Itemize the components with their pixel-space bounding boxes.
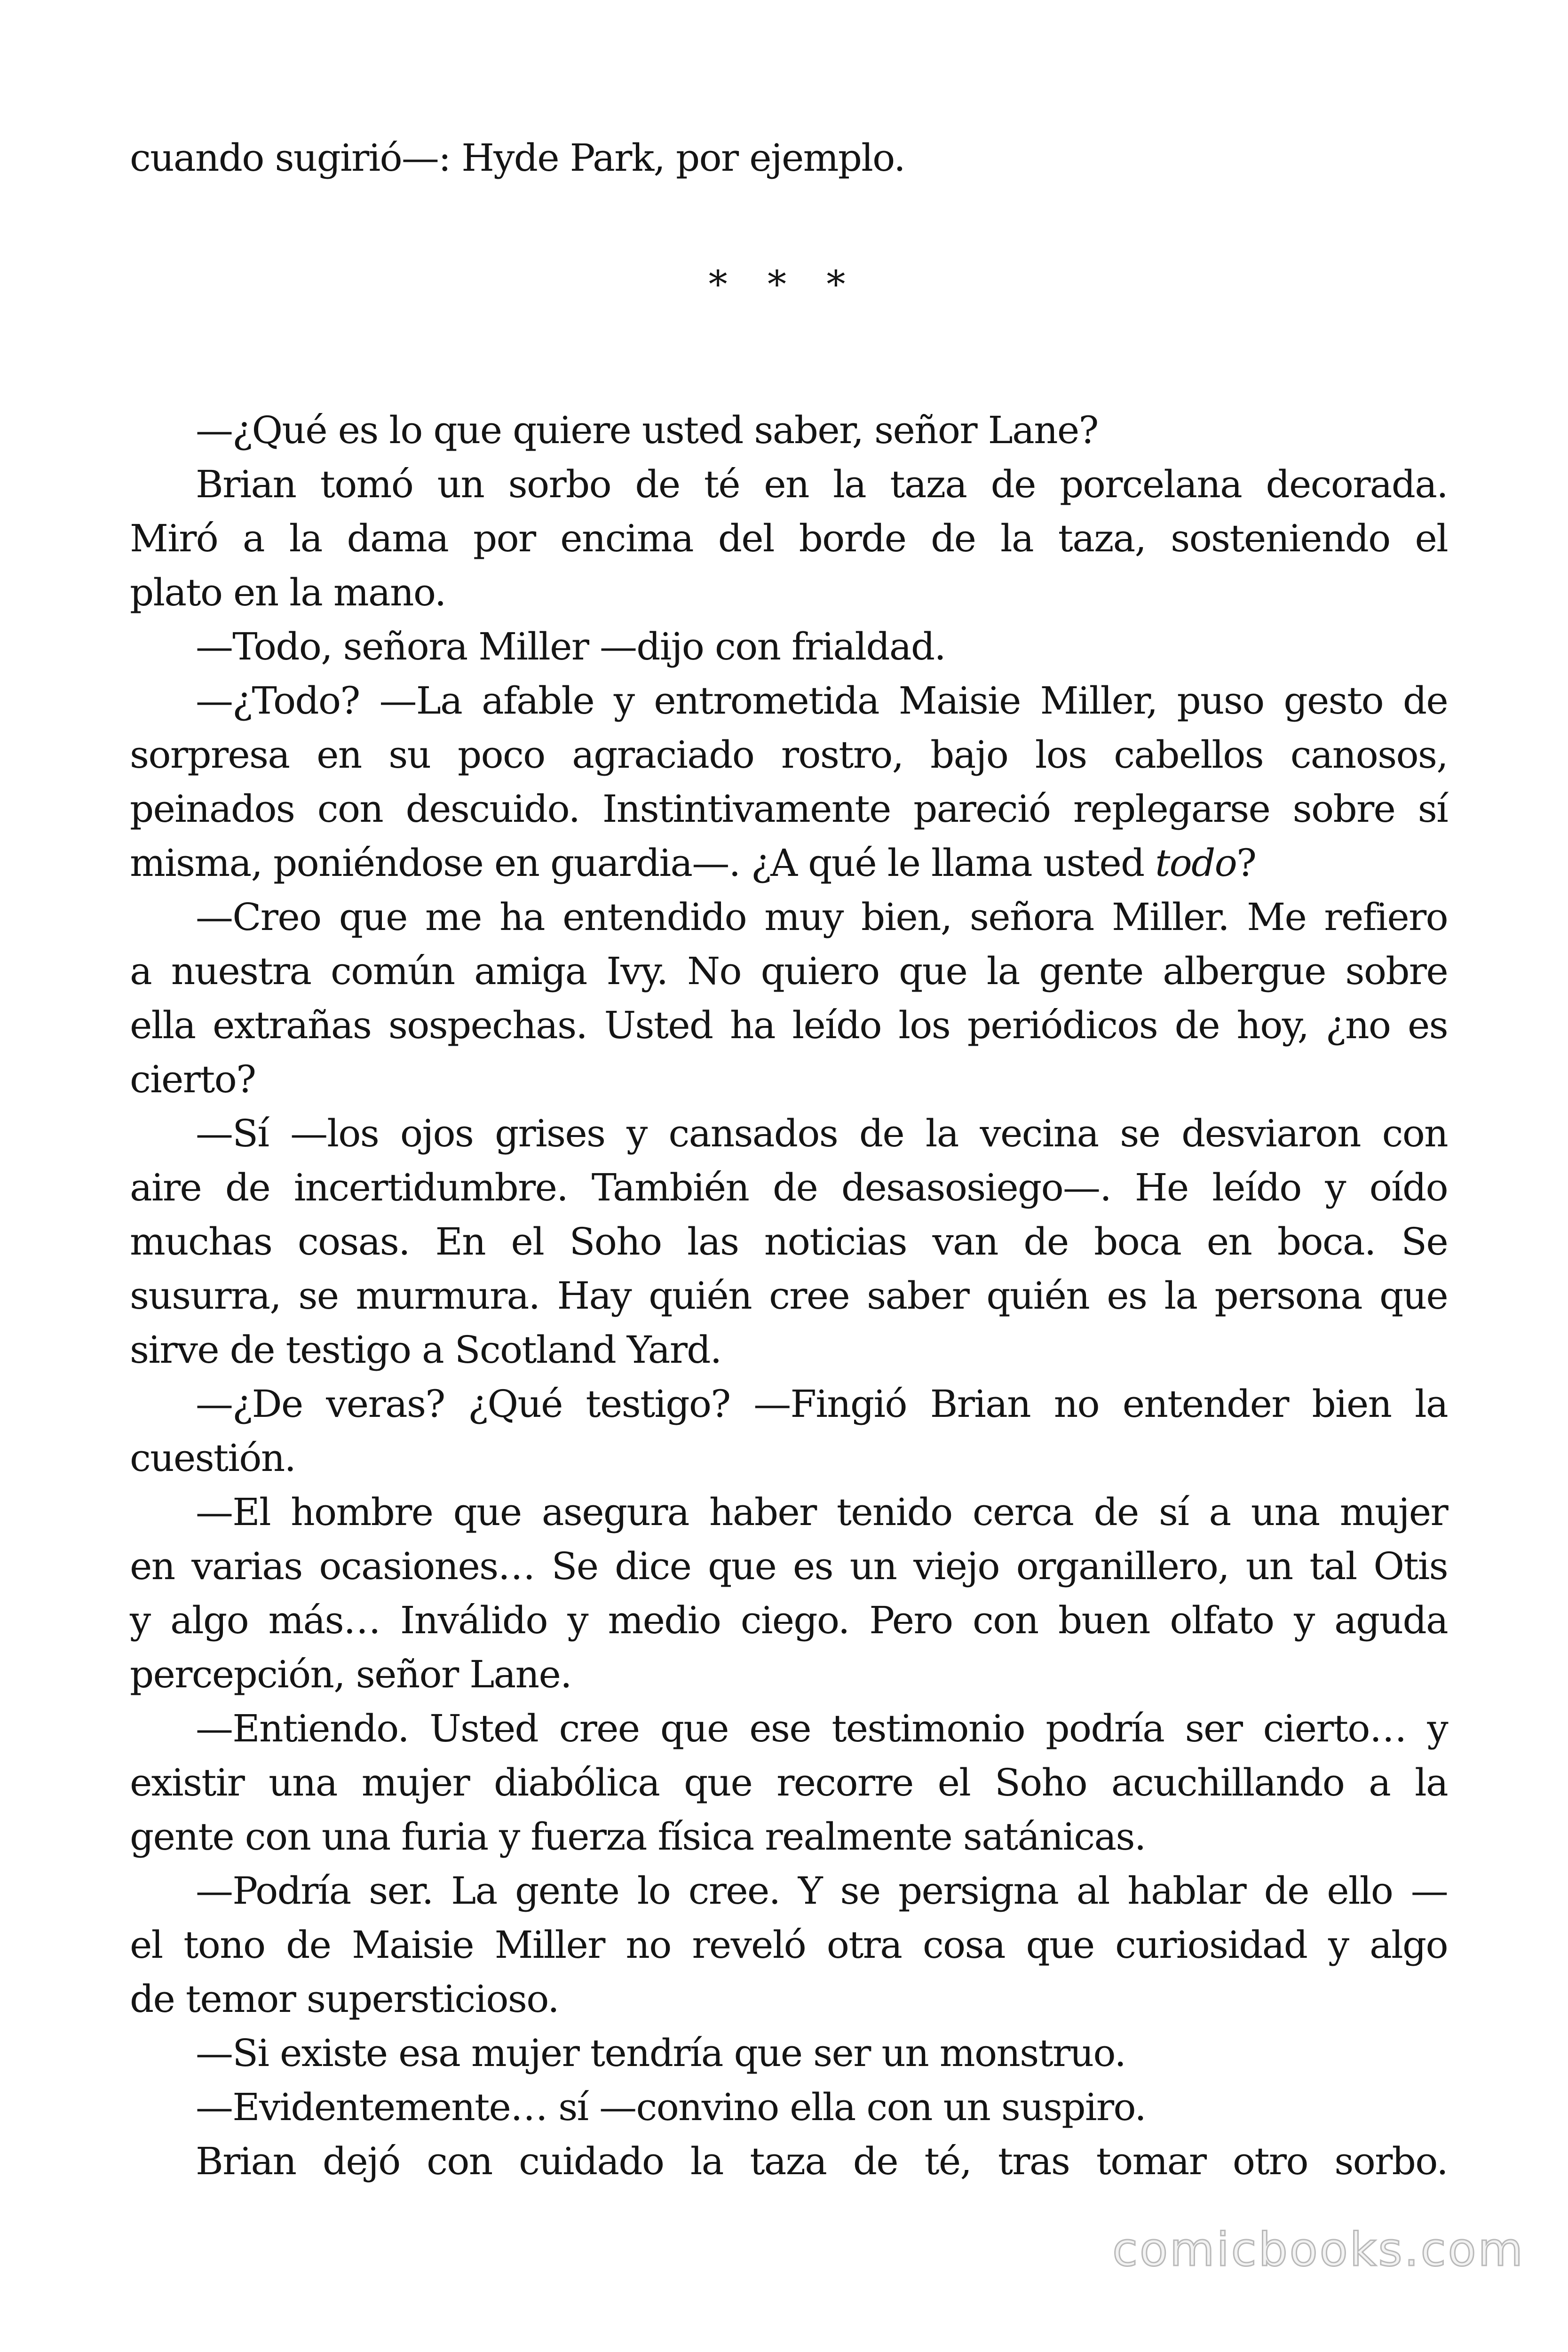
paragraph-line: plato en la mano.	[130, 571, 446, 614]
paragraph-line: de temor supersticioso.	[130, 1977, 559, 2021]
paragraph-line: muchas cosas. En el Soho las noticias van de boca en boca. Se	[130, 1220, 1448, 1263]
paragraph-line: susurra, se murmura. Hay quién cree saber quién es la persona que	[130, 1274, 1448, 1318]
emphasis: todo	[1155, 841, 1237, 885]
paragraph-line: Brian tomó un sorbo de té en la taza de porcelana decorada.	[196, 462, 1448, 506]
paragraph-line: Brian dejó con cuidado la taza de té, tras tomar otro sorbo.	[196, 2139, 1448, 2183]
paragraph-line: misma, poniéndose en guardia—. ¿A qué le llama usted todo?	[130, 841, 1256, 885]
paragraph-line: el tono de Maisie Miller no reveló otra cosa que curiosidad y algo	[130, 1923, 1448, 1967]
paragraph-line: —Entiendo. Usted cree que ese testimonio podría ser cierto… y	[196, 1707, 1448, 1750]
paragraph-line: —¿Qué es lo que quiere usted saber, señor Lane?	[196, 408, 1098, 452]
paragraph-line: —¿De veras? ¿Qué testigo? —Fingió Brian no entender bien la	[196, 1382, 1448, 1426]
paragraph-line: —Todo, señora Miller —dijo con frialdad.	[196, 625, 946, 668]
paragraph-line: existir una mujer diabólica que recorre el Soho acuchillando a la	[130, 1761, 1448, 1804]
paragraph-line: gente con una furia y fuerza física realmente satánicas.	[130, 1815, 1146, 1859]
paragraph-line: —Podría ser. La gente lo cree. Y se persigna al hablar de ello —	[196, 1869, 1448, 1913]
paragraph-line: cuestión.	[130, 1436, 296, 1480]
paragraph-line: cierto?	[130, 1057, 256, 1101]
paragraph-line: en varias ocasiones… Se dice que es un viejo organillero, un tal Otis	[130, 1544, 1448, 1588]
paragraph-line: ella extrañas sospechas. Usted ha leído los periódicos de hoy, ¿no es	[130, 1003, 1448, 1047]
paragraph-line: sirve de testigo a Scotland Yard.	[130, 1328, 721, 1372]
paragraph-line: —Si existe esa mujer tendría que ser un monstruo.	[196, 2031, 1126, 2075]
paragraph-line: aire de incertidumbre. También de desasosiego—. He leído y oído	[130, 1166, 1448, 1209]
paragraph-line: y algo más… Inválido y medio ciego. Pero con buen olfato y aguda	[130, 1598, 1448, 1642]
paragraph-line: —¿Todo? —La afable y entrometida Maisie Miller, puso gesto de	[196, 679, 1448, 723]
paragraph-line: —Evidentemente… sí —convino ella con un suspiro.	[196, 2085, 1146, 2129]
scene-break: * * *	[708, 262, 860, 306]
paragraph-line: —Creo que me ha entendido muy bien, señora Miller. Me refiero	[196, 895, 1448, 939]
paragraph-line: sorpresa en su poco agraciado rostro, bajo los cabellos canosos,	[130, 733, 1448, 777]
paragraph-line: peinados con descuido. Instintivamente pareció replegarse sobre sí	[130, 787, 1448, 831]
paragraph-line: percepción, señor Lane.	[130, 1653, 571, 1696]
paragraph-line: —Sí —los ojos grises y cansados de la vecina se desviaron con	[196, 1112, 1448, 1155]
opening-line: cuando sugirió—: Hyde Park, por ejemplo.	[130, 136, 905, 180]
paragraph-line: —El hombre que asegura haber tenido cerca de sí a una mujer	[196, 1490, 1448, 1534]
paragraph-line: Miró a la dama por encima del borde de la taza, sosteniendo el	[130, 516, 1448, 560]
paragraph-line: a nuestra común amiga Ivy. No quiero que la gente albergue sobre	[130, 949, 1448, 993]
watermark: comicbooks.com	[1112, 2223, 1525, 2277]
